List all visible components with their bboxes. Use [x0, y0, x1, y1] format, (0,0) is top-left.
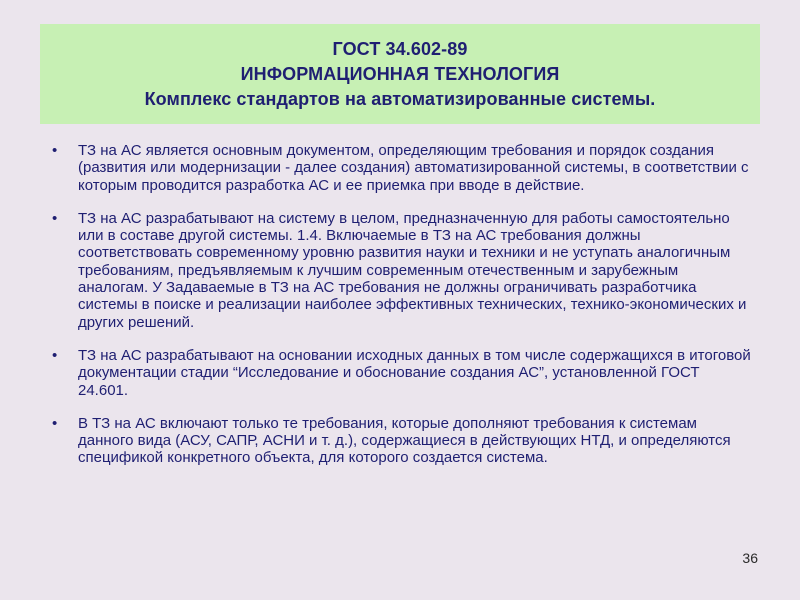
list-item — [52, 142, 752, 194]
bullet-icon: • — [52, 142, 58, 159]
title-description: Комплекс стандартов на автоматизированные системы. — [144, 88, 656, 109]
title-banner — [40, 24, 760, 124]
bullet-text: ТЗ на АС разрабатывают на основании исходных данных в том числе содержащихся в итоговой документации стадии “Исследование и обоснование создания АС”, установленной ГОСТ 24.601. — [78, 346, 751, 399]
list-item — [52, 415, 752, 467]
title-standard-number: ГОСТ 34.602-89 — [332, 38, 468, 59]
title-subject: ИНФОРМАЦИОННАЯ ТЕХНОЛОГИЯ — [240, 63, 560, 84]
bullet-icon: • — [52, 414, 58, 432]
bullet-list — [52, 142, 752, 483]
bullet-icon: • — [52, 209, 58, 227]
bullet-text: В ТЗ на АС включают только те требования, которые дополняют требования к системам данного вида (АСУ, САПР, АСНИ и т. д.), содержащиеся в действующих НТД, и определяются спецификой конкретного объекта, для которого создается система. — [78, 414, 731, 467]
bullet-text: ТЗ на АС является основным документом, определяющим требования и порядок создания (развития или модернизации - далее создания) автоматизированной системы, в соответствии с которым проводится разработка АС и ее приемка при вводе в действие. — [78, 142, 749, 194]
list-item — [52, 210, 752, 331]
bullet-text: ТЗ на АС разрабатывают на систему в целом, предназначенную для работы самостоятельно или в составе другой системы. 1.4. Включаемые в ТЗ на АС требования должны соответствовать современному уровню развития науки и техники и не уступать аналогичным требованиям, предъявляемым к лучшим современным отечественным и зарубежным аналогам. У Задаваемые в ТЗ на АС требования не должны ограничивать разработчика системы в поиске и реализации наиболее эффективных технических, технико-экономических и других решений. — [78, 209, 747, 331]
list-item — [52, 347, 752, 399]
bullet-icon: • — [52, 346, 58, 364]
page-number: 36 — [742, 550, 758, 566]
